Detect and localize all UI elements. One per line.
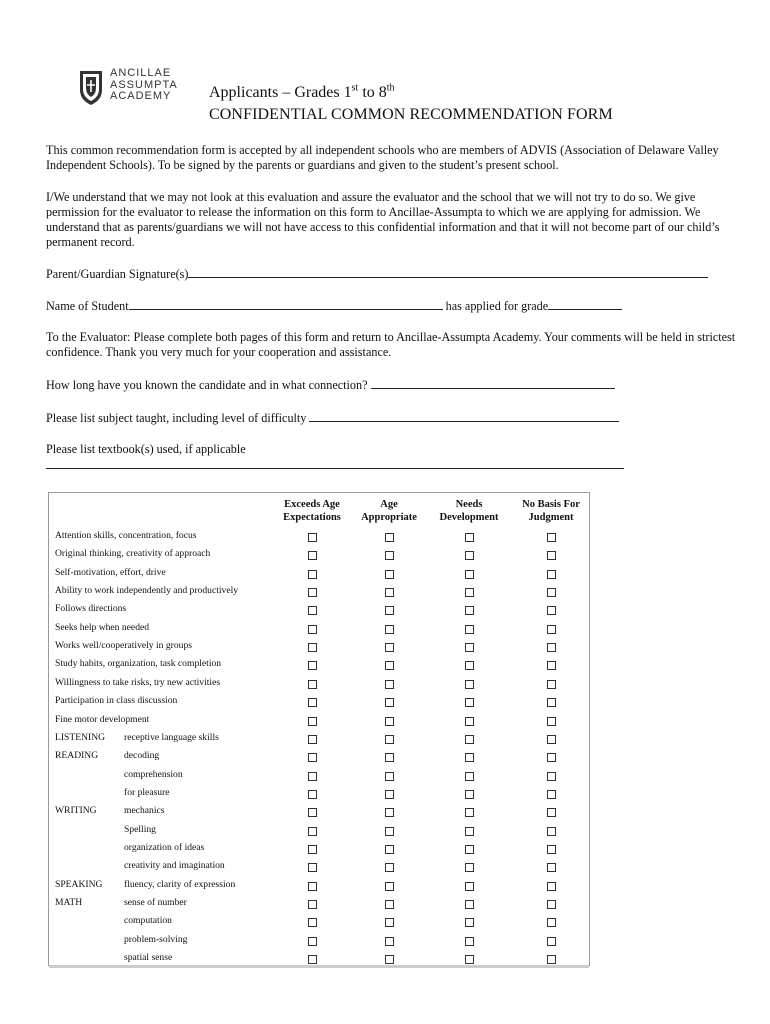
rating-checkbox[interactable] xyxy=(465,588,474,597)
rating-checkbox[interactable] xyxy=(308,808,317,817)
rating-checkbox[interactable] xyxy=(465,937,474,946)
rating-checkbox[interactable] xyxy=(465,606,474,615)
column-header-line: Development xyxy=(439,512,499,523)
rating-checkbox[interactable] xyxy=(465,533,474,542)
row-sublabel: creativity and imagination xyxy=(124,860,225,872)
column-header-line: Judgment xyxy=(528,512,574,523)
rating-checkbox[interactable] xyxy=(465,772,474,781)
row-label: Self-motivation, effort, drive xyxy=(55,566,166,578)
consent-paragraph: I/We understand that we may not look at this evaluation and assure the evaluator and the school that we will not try to do so. We give permission for the evaluator to release the information on this form to Ancillae-Assumpta to which we are applying for admission. We understand that as parents/guardians we will not have access to this confidential information and that it will not become part of our child’s permanent record. xyxy=(46,190,720,249)
known-row xyxy=(46,377,615,393)
rating-checkbox[interactable] xyxy=(385,698,394,707)
row-sublabel: comprehension xyxy=(124,768,183,780)
rating-checkbox[interactable] xyxy=(308,533,317,542)
row-label: Fine motor development xyxy=(55,713,150,725)
textbook-field[interactable] xyxy=(46,468,624,469)
rating-checkbox[interactable] xyxy=(308,606,317,615)
rating-checkbox[interactable] xyxy=(308,717,317,726)
rating-checkbox[interactable] xyxy=(465,808,474,817)
subject-row xyxy=(46,410,619,426)
signature-field[interactable] xyxy=(188,266,708,278)
column-header-line: Appropriate xyxy=(361,512,417,523)
rating-checkbox[interactable] xyxy=(308,845,317,854)
rating-checkbox[interactable] xyxy=(465,735,474,744)
school-logo-text xyxy=(110,68,178,103)
column-header-line: Expectations xyxy=(283,512,341,523)
rating-checkbox[interactable] xyxy=(385,753,394,762)
rating-checkbox[interactable] xyxy=(547,570,556,579)
column-header-2 xyxy=(429,498,509,524)
rating-checkbox[interactable] xyxy=(308,570,317,579)
rating-checkbox[interactable] xyxy=(385,735,394,744)
logo-line-1: ANCILLAE xyxy=(110,67,172,79)
row-sublabel: fluency, clarity of expression xyxy=(124,878,236,890)
rating-checkbox[interactable] xyxy=(308,661,317,670)
column-header-3 xyxy=(511,498,591,524)
grades-mid: to 8 xyxy=(358,84,387,101)
rating-checkbox[interactable] xyxy=(465,753,474,762)
grade-field[interactable] xyxy=(548,298,622,310)
row-sublabel: organization of ideas xyxy=(124,841,205,853)
rating-checkbox[interactable] xyxy=(547,863,556,872)
student-name-field[interactable] xyxy=(129,298,443,310)
page-subtitle xyxy=(209,84,395,102)
row-label: Participation in class discussion xyxy=(55,695,178,707)
rating-checkbox[interactable] xyxy=(308,698,317,707)
rating-checkbox[interactable] xyxy=(547,900,556,909)
rating-checkbox[interactable] xyxy=(547,790,556,799)
intro-paragraph: This common recommendation form is accepted by all independent schools who are members of ADVIS (Association of Delaware Valley Independent Schools). To be signed by the parents or guardians and given to the student’s present school. xyxy=(46,143,719,172)
row-label: Original thinking, creativity of approach xyxy=(55,548,211,560)
rating-checkbox[interactable] xyxy=(547,808,556,817)
subject-field[interactable] xyxy=(309,410,619,422)
rating-checkbox[interactable] xyxy=(385,955,394,964)
row-label: MATH xyxy=(55,897,83,908)
evaluator-paragraph: To the Evaluator: Please complete both pages of this form and return to Ancillae-Assumpta Academy. Your comments will be held in strictest confidence. Thank you very much for your cooperation and assistance. xyxy=(46,330,736,359)
row-sublabel: spatial sense xyxy=(124,952,173,964)
textbook-label: Please list textbook(s) used, if applicable xyxy=(46,442,246,456)
rating-checkbox[interactable] xyxy=(385,882,394,891)
school-crest-icon xyxy=(79,70,103,106)
rating-checkbox[interactable] xyxy=(308,790,317,799)
column-header-0 xyxy=(272,498,352,524)
row-sublabel: for pleasure xyxy=(124,786,170,798)
signature-label: Parent/Guardian Signature(s) xyxy=(46,267,189,281)
column-header-1 xyxy=(349,498,429,524)
known-label: How long have you known the candidate and in what connection? xyxy=(46,378,371,392)
rating-checkbox[interactable] xyxy=(308,882,317,891)
rating-checkbox[interactable] xyxy=(385,717,394,726)
rating-checkbox[interactable] xyxy=(547,551,556,560)
row-sublabel: problem-solving xyxy=(124,933,188,945)
row-label: LISTENING xyxy=(55,731,106,743)
rating-checkbox[interactable] xyxy=(308,753,317,762)
row-label: Seeks help when needed xyxy=(55,621,150,633)
rating-checkbox[interactable] xyxy=(465,570,474,579)
row-label: Works well/cooperatively in groups xyxy=(55,640,192,652)
row-label: SPEAKING xyxy=(55,878,103,890)
student-row xyxy=(46,298,622,314)
row-label: Ability to work independently and productively xyxy=(55,585,239,597)
rating-checkbox[interactable] xyxy=(465,643,474,652)
grades-prefix: Applicants – Grades 1 xyxy=(209,84,352,101)
rating-checkbox[interactable] xyxy=(385,845,394,854)
rating-checkbox[interactable] xyxy=(465,625,474,634)
rating-checkbox[interactable] xyxy=(308,680,317,689)
rating-checkbox[interactable] xyxy=(547,680,556,689)
rating-checkbox[interactable] xyxy=(385,588,394,597)
column-header-line: Age xyxy=(380,499,398,510)
rating-checkbox[interactable] xyxy=(385,772,394,781)
rating-checkbox[interactable] xyxy=(547,533,556,542)
rating-checkbox[interactable] xyxy=(308,735,317,744)
rating-checkbox[interactable] xyxy=(308,827,317,836)
rating-checkbox[interactable] xyxy=(465,955,474,964)
rating-checkbox[interactable] xyxy=(465,827,474,836)
rating-checkbox[interactable] xyxy=(465,680,474,689)
rating-checkbox[interactable] xyxy=(547,606,556,615)
rating-checkbox[interactable] xyxy=(547,698,556,707)
rating-checkbox[interactable] xyxy=(385,643,394,652)
rating-checkbox[interactable] xyxy=(385,900,394,909)
rating-checkbox[interactable] xyxy=(385,680,394,689)
rating-checkbox[interactable] xyxy=(465,790,474,799)
rating-checkbox[interactable] xyxy=(308,937,317,946)
rating-checkbox[interactable] xyxy=(308,955,317,964)
rating-checkbox[interactable] xyxy=(385,863,394,872)
rating-checkbox[interactable] xyxy=(547,753,556,762)
rating-checkbox[interactable] xyxy=(465,661,474,670)
grades-sup-2: th xyxy=(386,82,395,94)
logo-line-3: ACADEMY xyxy=(110,90,172,102)
rating-checkbox[interactable] xyxy=(547,625,556,634)
rating-checkbox[interactable] xyxy=(465,845,474,854)
rating-checkbox[interactable] xyxy=(385,533,394,542)
rating-checkbox[interactable] xyxy=(385,661,394,670)
rating-checkbox[interactable] xyxy=(308,551,317,560)
rating-checkbox[interactable] xyxy=(547,661,556,670)
rating-checkbox[interactable] xyxy=(465,698,474,707)
rating-checkbox[interactable] xyxy=(385,827,394,836)
rating-checkbox[interactable] xyxy=(547,717,556,726)
rating-checkbox[interactable] xyxy=(547,918,556,927)
rating-checkbox[interactable] xyxy=(308,625,317,634)
rating-checkbox[interactable] xyxy=(547,588,556,597)
known-field[interactable] xyxy=(371,377,615,389)
rating-checkbox[interactable] xyxy=(308,643,317,652)
rating-checkbox[interactable] xyxy=(385,918,394,927)
rating-checkbox[interactable] xyxy=(465,900,474,909)
row-sublabel: receptive language skills xyxy=(124,731,219,743)
rating-checkbox[interactable] xyxy=(465,551,474,560)
row-sublabel: sense of number xyxy=(124,897,187,908)
row-label: Willingness to take risks, try new activities xyxy=(55,676,221,688)
column-header-line: No Basis For xyxy=(522,499,580,510)
rating-checkbox[interactable] xyxy=(547,735,556,744)
rating-checkbox[interactable] xyxy=(465,918,474,927)
rating-checkbox[interactable] xyxy=(308,918,317,927)
row-label: WRITING xyxy=(55,805,97,817)
row-sublabel: computation xyxy=(124,915,172,927)
rating-checkbox[interactable] xyxy=(385,790,394,799)
rating-checkbox[interactable] xyxy=(308,863,317,872)
rating-table xyxy=(48,492,590,966)
rating-checkbox[interactable] xyxy=(547,845,556,854)
rating-checkbox[interactable] xyxy=(547,882,556,891)
signature-row xyxy=(46,266,708,282)
rating-checkbox[interactable] xyxy=(547,772,556,781)
rating-checkbox[interactable] xyxy=(308,772,317,781)
rating-checkbox[interactable] xyxy=(308,588,317,597)
grades-sup-1: st xyxy=(351,82,359,94)
row-sublabel: decoding xyxy=(124,750,160,762)
student-label: Name of Student xyxy=(46,299,129,313)
rating-checkbox[interactable] xyxy=(385,808,394,817)
row-label: Follows directions xyxy=(55,603,127,615)
rating-checkbox[interactable] xyxy=(465,882,474,891)
rating-checkbox[interactable] xyxy=(547,643,556,652)
rating-checkbox[interactable] xyxy=(385,551,394,560)
rating-checkbox[interactable] xyxy=(308,900,317,909)
rating-checkbox[interactable] xyxy=(465,717,474,726)
rating-checkbox[interactable] xyxy=(385,625,394,634)
column-header-line: Needs xyxy=(455,499,483,510)
page-title: CONFIDENTIAL COMMON RECOMMENDATION FORM xyxy=(209,106,613,123)
grade-label: has applied for grade xyxy=(442,299,549,313)
row-label: Study habits, organization, task completion xyxy=(55,658,222,670)
rating-checkbox[interactable] xyxy=(547,937,556,946)
subject-label: Please list subject taught, including level of difficulty xyxy=(46,411,310,425)
rating-checkbox[interactable] xyxy=(547,827,556,836)
row-sublabel: Spelling xyxy=(124,823,156,835)
row-label: READING xyxy=(55,750,99,762)
row-sublabel: mechanics xyxy=(124,805,165,817)
rating-checkbox[interactable] xyxy=(385,606,394,615)
logo-line-2: ASSUMPTA xyxy=(110,78,178,91)
rating-checkbox[interactable] xyxy=(465,863,474,872)
rating-checkbox[interactable] xyxy=(547,955,556,964)
rating-checkbox[interactable] xyxy=(385,570,394,579)
row-label: Attention skills, concentration, focus xyxy=(55,530,197,541)
column-header-line: Exceeds Age xyxy=(284,499,340,510)
rating-checkbox[interactable] xyxy=(385,937,394,946)
